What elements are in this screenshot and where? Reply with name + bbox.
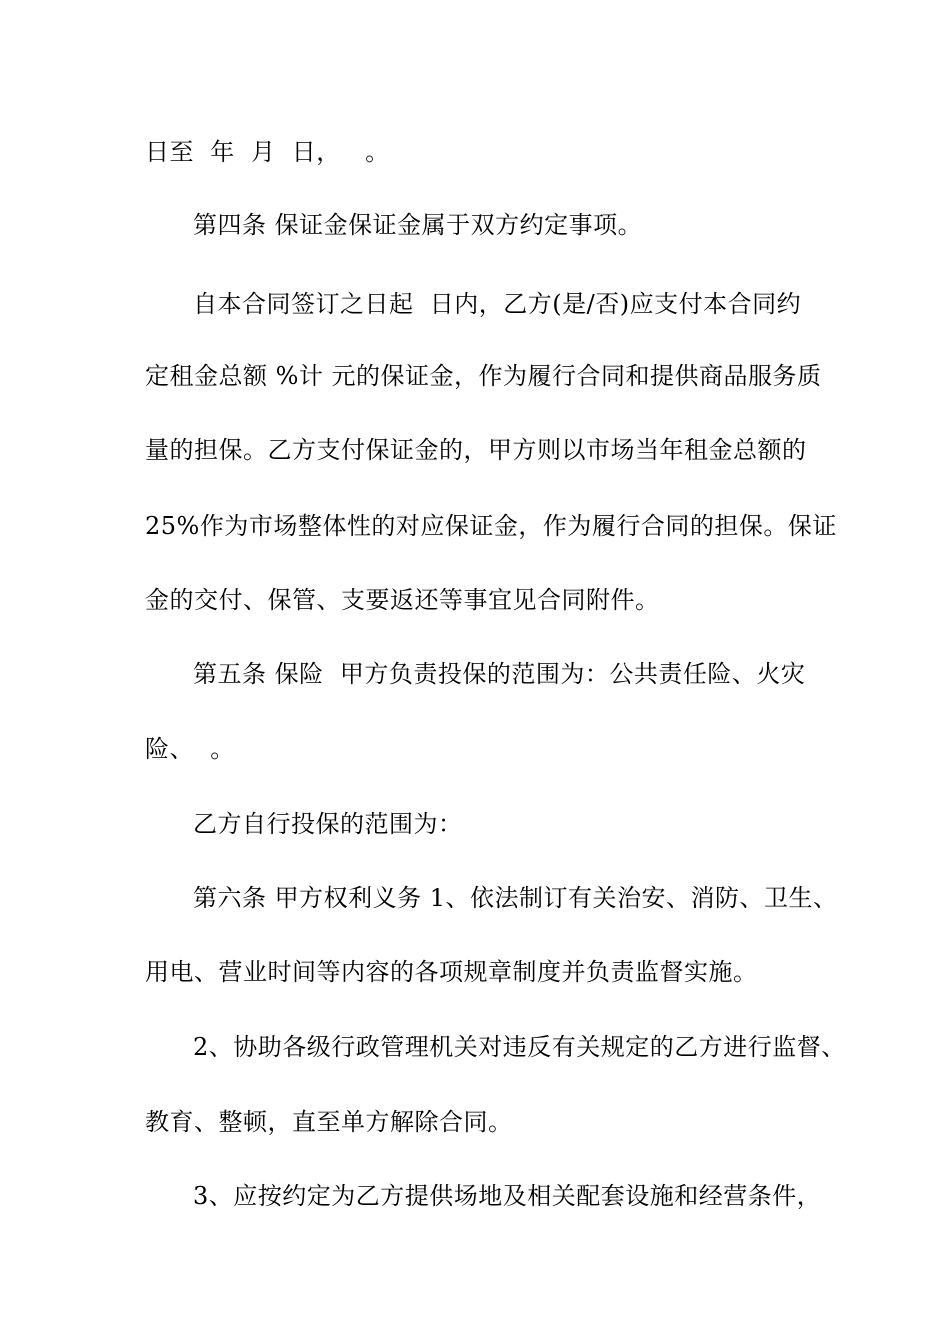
text-line: 险、 。 [145,735,235,763]
text-line: 2、协助各级行政管理机关对违反有关规定的乙方进行监督、 [193,1033,846,1061]
text-line: 3、应按约定为乙方提供场地及相关配套设施和经营条件， [193,1182,822,1210]
text-line: 量的担保。乙方支付保证金的，甲方则以市场当年租金总额的 [145,436,807,464]
text-line: 25%作为市场整体性的对应保证金，作为履行合同的担保。保证 [145,512,837,540]
text-line: 金的交付、保管、支要返还等事宜见合同附件。 [145,586,660,614]
text-line: 乙方自行投保的范围为： [193,810,463,838]
text-line: 用电、营业时间等内容的各项规章制度并负责监督实施。 [145,958,758,986]
text-line: 定租金总额 %计 元的保证金，作为履行合同和提供商品服务质 [145,362,822,390]
text-line: 日至 年 月 日， 。 [145,138,390,166]
text-line: 第六条 甲方权利义务 1、依法制订有关治安、消防、卫生、 [193,884,838,912]
text-line: 自本合同签订之日起 日内，乙方(是/否)应支付本合同约 [193,290,802,318]
text-line: 教育、整顿，直至单方解除合同。 [145,1108,513,1136]
text-line: 第四条 保证金保证金属于双方约定事项。 [193,211,643,239]
text-line: 第五条 保险 甲方负责投保的范围为：公共责任险、火灾 [193,660,806,688]
